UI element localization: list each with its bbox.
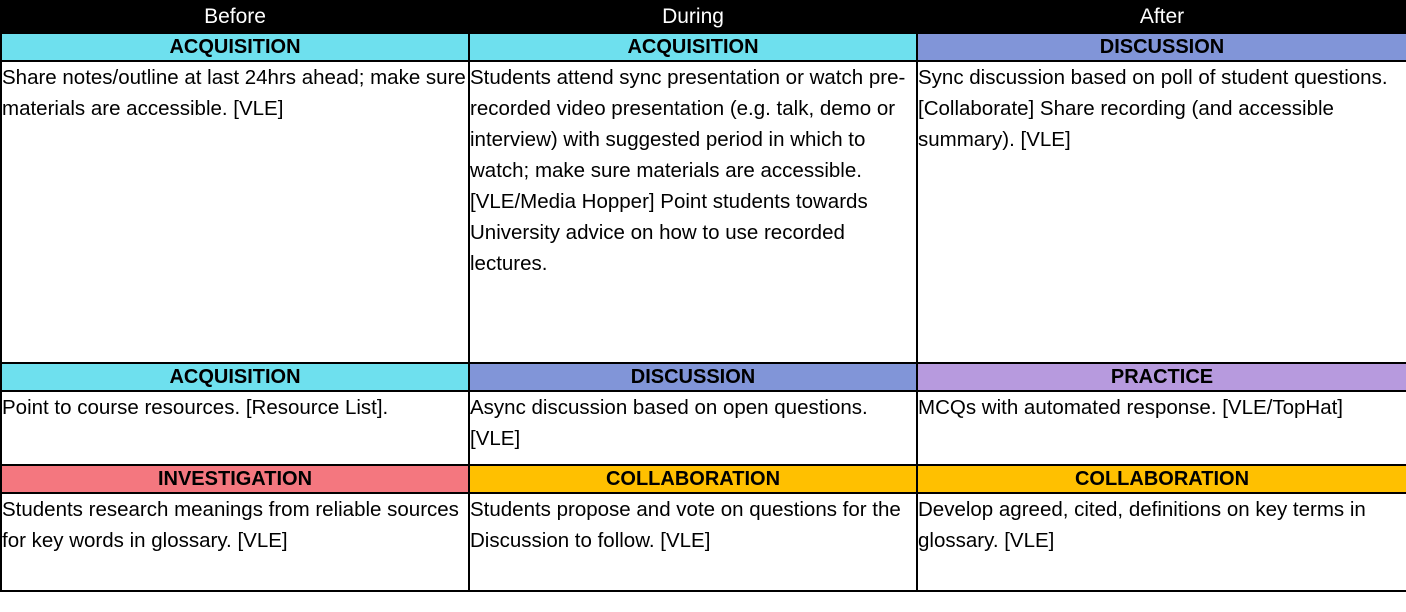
cell-after-1: Sync discussion based on poll of student questions. [Collaborate] Share recording (and accessible summary). [VLE] xyxy=(917,61,1406,363)
band-label-before-1: ACQUISITION xyxy=(1,33,469,61)
cell-before-1: Share notes/outline at last 24hrs ahead; make sure materials are accessible. [VLE] xyxy=(1,61,469,363)
cell-before-3: Students research meanings from reliable sources for key words in glossary. [VLE] xyxy=(1,493,469,591)
band-label-before-2: ACQUISITION xyxy=(1,363,469,391)
band-label-during-2: DISCUSSION xyxy=(469,363,917,391)
table-header-row xyxy=(1,1,1406,33)
table-row xyxy=(1,61,1406,363)
cell-before-2: Point to course resources. [Resource List]. xyxy=(1,391,469,465)
cell-during-1: Students attend sync presentation or watch pre-recorded video presentation (e.g. talk, demo or interview) with suggested period in which to watch; make sure materials are accessible. [VLE/Media Hopper] Point students towards University advice on how to use recorded lectures. xyxy=(469,61,917,363)
band-row xyxy=(1,465,1406,493)
band-label-after-1: DISCUSSION xyxy=(917,33,1406,61)
cell-after-2: MCQs with automated response. [VLE/TopHat] xyxy=(917,391,1406,465)
column-header-during: During xyxy=(469,1,917,33)
band-row xyxy=(1,363,1406,391)
table-row xyxy=(1,391,1406,465)
column-header-before: Before xyxy=(1,1,469,33)
band-label-before-3: INVESTIGATION xyxy=(1,465,469,493)
cell-during-2: Async discussion based on open questions. [VLE] xyxy=(469,391,917,465)
band-label-after-2: PRACTICE xyxy=(917,363,1406,391)
band-label-after-3: COLLABORATION xyxy=(917,465,1406,493)
band-row xyxy=(1,33,1406,61)
band-label-during-3: COLLABORATION xyxy=(469,465,917,493)
table-row xyxy=(1,493,1406,591)
cell-after-3: Develop agreed, cited, definitions on key terms in glossary. [VLE] xyxy=(917,493,1406,591)
column-header-after: After xyxy=(917,1,1406,33)
band-label-during-1: ACQUISITION xyxy=(469,33,917,61)
cell-during-3: Students propose and vote on questions for the Discussion to follow. [VLE] xyxy=(469,493,917,591)
